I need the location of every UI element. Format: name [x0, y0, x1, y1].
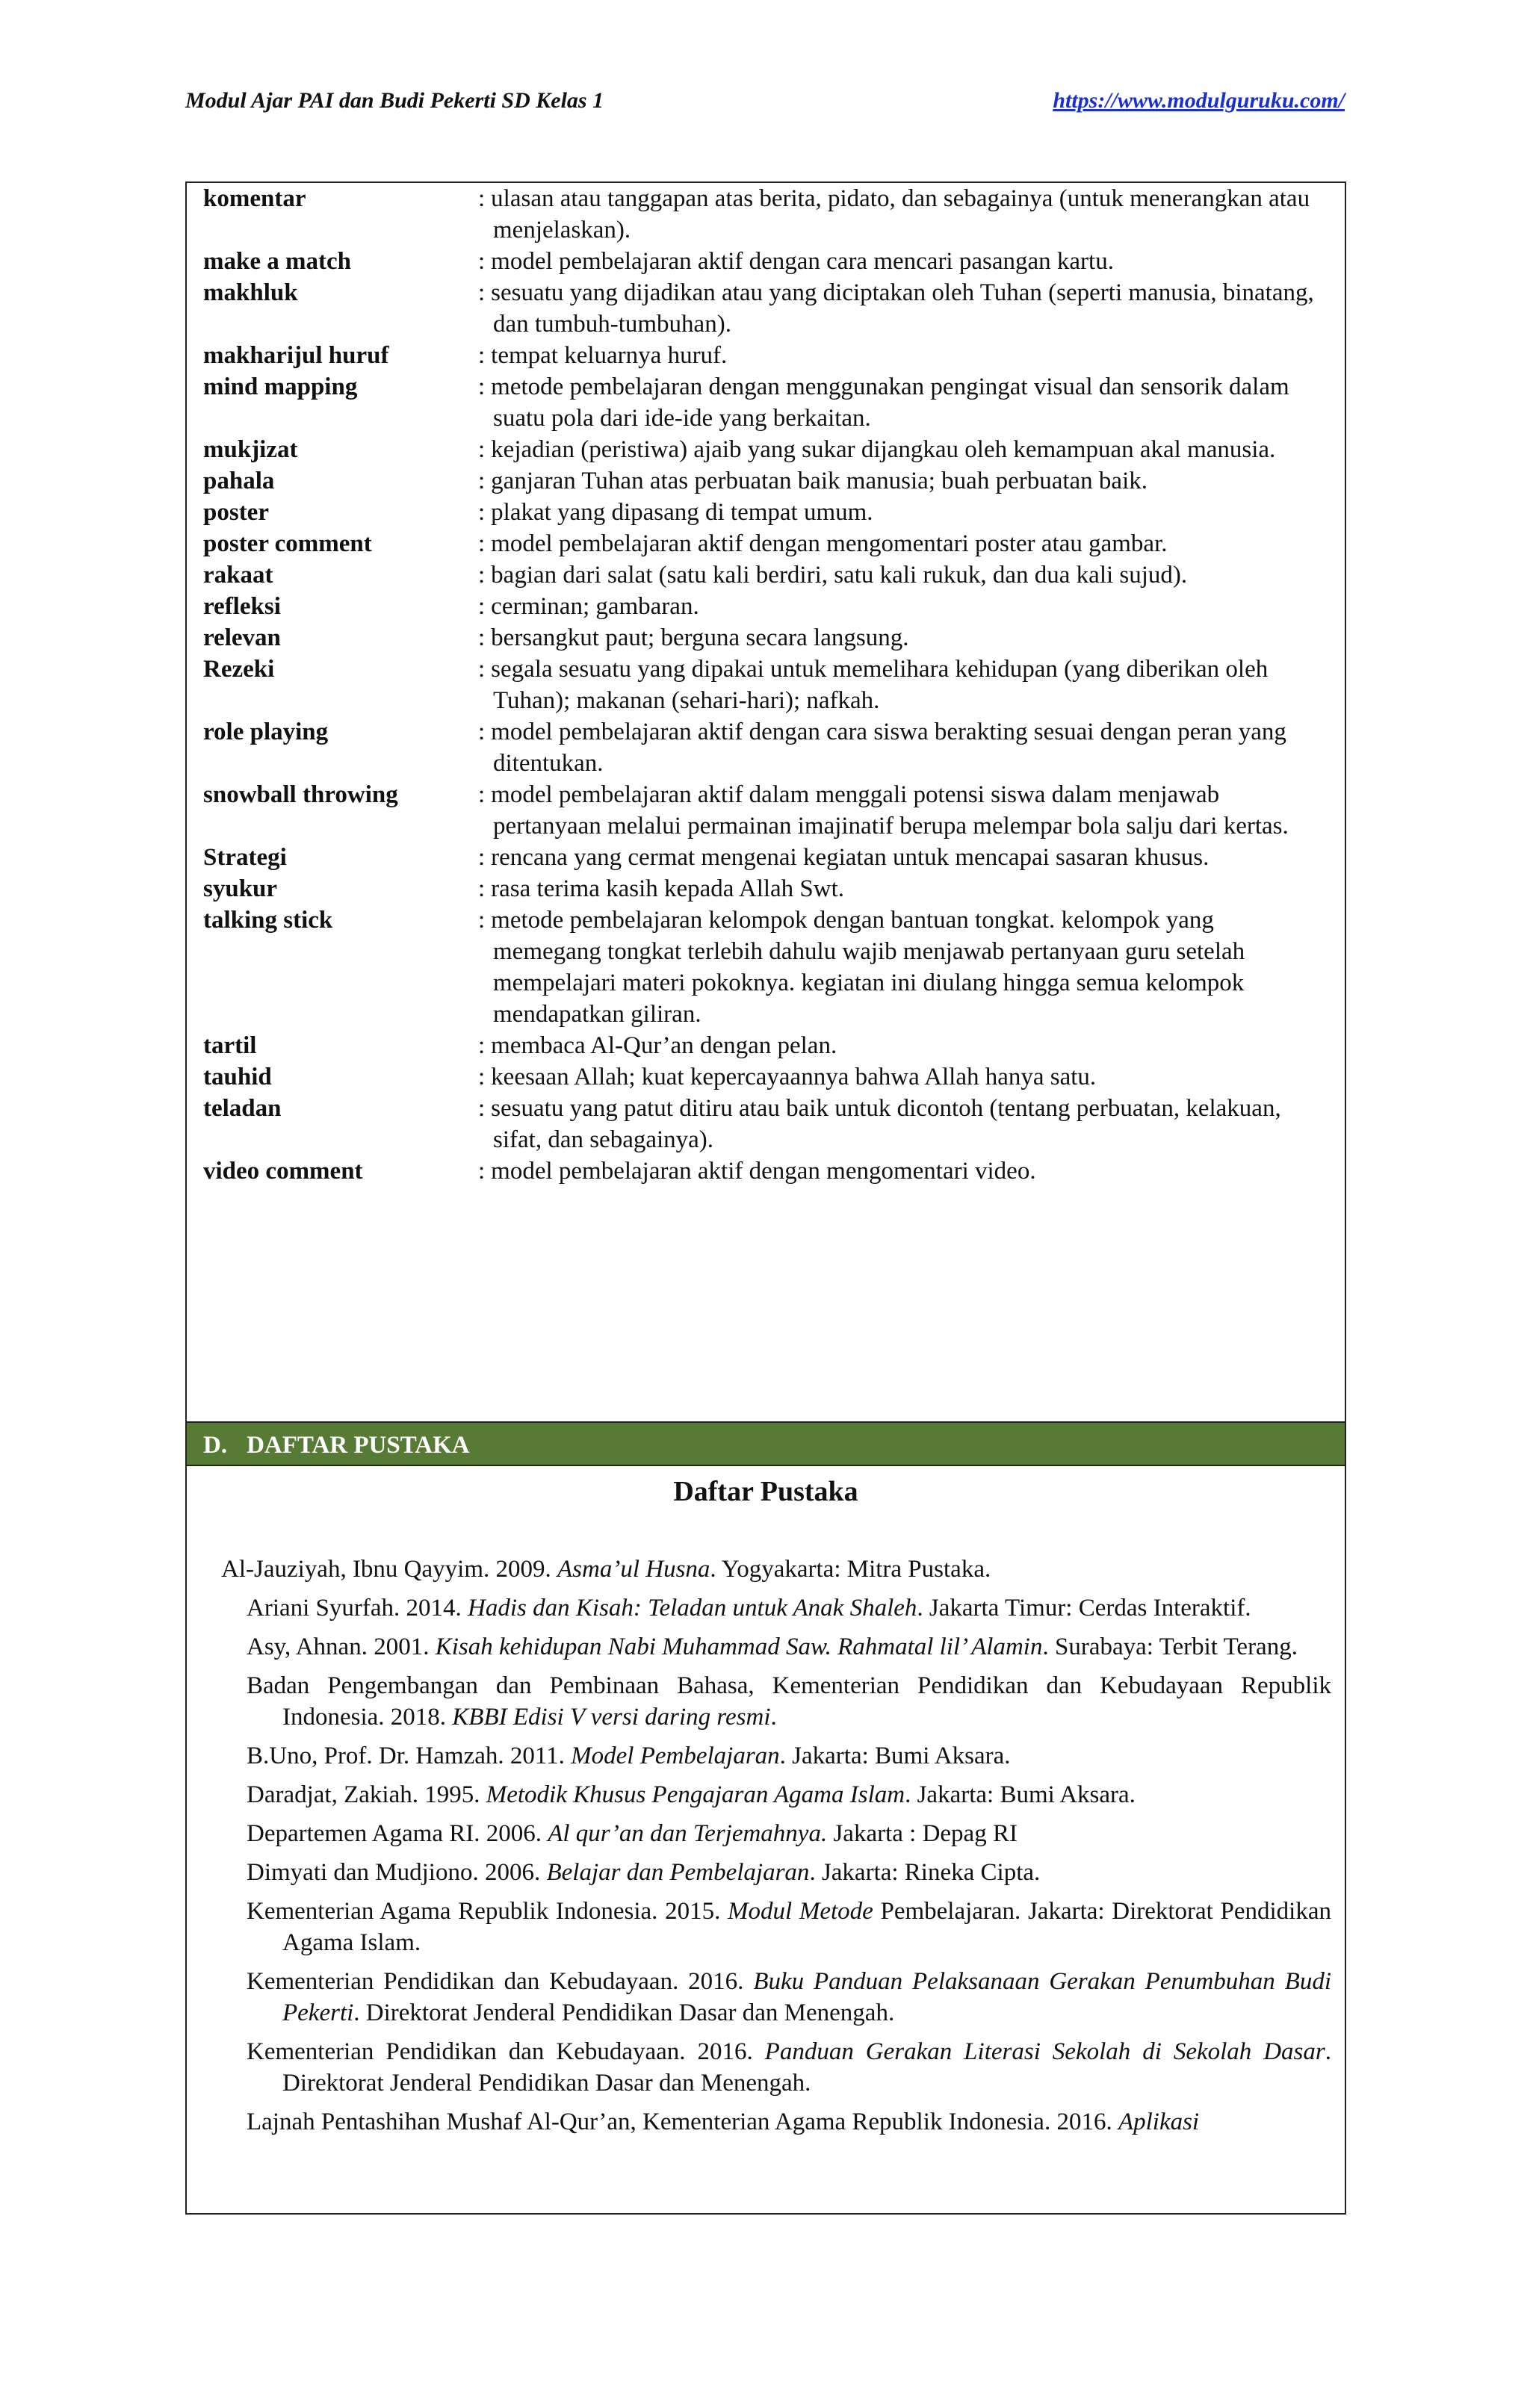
glossary-term: mind mapping [203, 373, 358, 400]
glossary-entry [187, 622, 1345, 654]
glossary-definition: : ganjaran Tuhan atas perbuatan baik manusia; buah perbuatan baik. [478, 468, 1148, 494]
section-header [187, 1421, 1345, 1466]
reference-title: Al qur’an dan Terjemahnya. [548, 1820, 828, 1847]
glossary-entry [187, 371, 1345, 434]
glossary-term: pahala [203, 468, 275, 494]
glossary-entry [187, 183, 1345, 246]
glossary-term: poster [203, 499, 269, 526]
reference-entry: Daradjat, Zakiah. 1995. Metodik Khusus Pengajaran Agama Islam. Jakarta: Bumi Aksara. [247, 1781, 1136, 1808]
reference-title: Belajar dan Pembelajaran [546, 1859, 810, 1886]
reference-title: Aplikasi [1118, 2108, 1200, 2135]
glossary-entry [187, 654, 1345, 716]
glossary-term: poster comment [203, 530, 372, 557]
reference-entry: Asy, Ahnan. 2001. Kisah kehidupan Nabi Muhammad Saw. Rahmatal lil’ Alamin. Surabaya: Terbit Terang. [247, 1633, 1298, 1660]
glossary-term: relevan [203, 624, 281, 651]
glossary-definition: : bersangkut paut; berguna secara langsung. [478, 624, 909, 651]
reference-entry: Kementerian Pendidikan dan Kebudayaan. 2016. Panduan Gerakan Literasi Sekolah di Sekolah Dasar. Direktorat Jenderal Pendidikan Dasar dan Menengah. [247, 2038, 1331, 2097]
glossary-definition: : model pembelajaran aktif dengan cara mencari pasangan kartu. [478, 248, 1114, 275]
glossary-entry [187, 340, 1345, 371]
reference-entry: Kementerian Pendidikan dan Kebudayaan. 2016. Buku Panduan Pelaksanaan Gerakan Penumbuhan Budi Pekerti. Direktorat Jenderal Pendidikan Dasar dan Menengah. [247, 1968, 1332, 2026]
glossary-definition: : model pembelajaran aktif dengan mengomentari poster atau gambar. [478, 530, 1168, 557]
glossary-definition: : tempat keluarnya huruf. [478, 342, 728, 369]
glossary-definition: : sesuatu yang dijadikan atau yang diciptakan oleh Tuhan (seperti manusia, binatang, dan tumbuh-tumbuhan). [478, 279, 1314, 338]
glossary-term: snowball throwing [203, 781, 398, 808]
reference-title: KBBI Edisi V versi daring resmi [452, 1704, 771, 1731]
reference-entry: B.Uno, Prof. Dr. Hamzah. 2011. Model Pembelajaran. Jakarta: Bumi Aksara. [247, 1743, 1011, 1769]
glossary-term: role playing [203, 719, 329, 745]
glossary-entry [187, 434, 1345, 465]
glossary-term: Rezeki [203, 656, 275, 683]
glossary-definition: : metode pembelajaran kelompok dengan bantuan tongkat. kelompok yang memegang tongkat terlebih dahulu wajib menjawab pertanyaan guru setelah mempelajari materi pokoknya. kegiatan ini diulang hingga semua kelompok mendapatkan giliran. [478, 907, 1245, 1028]
module-title: Modul Ajar PAI dan Budi Pekerti SD Kelas 1 [185, 88, 604, 113]
glossary-term: video comment [203, 1158, 363, 1185]
glossary-entry [187, 873, 1345, 904]
glossary-term: make a match [203, 248, 351, 275]
glossary-entry [187, 497, 1345, 528]
glossary-term: teladan [203, 1095, 282, 1122]
glossary-definition: : sesuatu yang patut ditiru atau baik untuk dicontoh (tentang perbuatan, kelakuan, sifat, dan sebagainya). [478, 1095, 1281, 1153]
glossary-definition: : keesaan Allah; kuat kepercayaannya bahwa Allah hanya satu. [478, 1064, 1097, 1090]
glossary-definition: : model pembelajaran aktif dengan cara siswa berakting sesuai dengan peran yang ditentukan. [478, 719, 1286, 777]
reference-title: Hadis dan Kisah: Teladan untuk Anak Shaleh [468, 1595, 917, 1622]
glossary-entry [187, 779, 1345, 842]
glossary-entry [187, 1061, 1345, 1093]
section-letter: D. [203, 1432, 228, 1459]
glossary-entry [187, 591, 1345, 622]
reference-title: Buku Panduan Pelaksanaan Gerakan Penumbuhan Budi Pekerti [282, 1968, 1332, 2026]
reference-entry: Lajnah Pentashihan Mushaf Al-Qur’an, Kementerian Agama Republik Indonesia. 2016. Aplikasi [247, 2108, 1200, 2135]
glossary-definition: : model pembelajaran aktif dalam menggali potensi siswa dalam menjawab pertanyaan melalui permainan imajinatif berupa melempar bola salju dari kertas. [478, 781, 1289, 840]
reference-title: Modul Metode [728, 1898, 873, 1925]
page-header [185, 88, 1345, 125]
glossary-definition: : kejadian (peristiwa) ajaib yang sukar dijangkau oleh kemampuan akal manusia. [478, 436, 1276, 463]
glossary-definition: : plakat yang dipasang di tempat umum. [478, 499, 873, 526]
glossary-entry [187, 465, 1345, 497]
glossary-entry [187, 246, 1345, 277]
glossary-term: Strategi [203, 844, 287, 871]
glossary-term: talking stick [203, 907, 333, 934]
glossary-term: makhluk [203, 279, 298, 306]
content-box [185, 181, 1346, 2215]
reference-title: Panduan Gerakan Literasi Sekolah di Sekolah Dasar [764, 2038, 1325, 2065]
glossary-term: rakaat [203, 562, 273, 589]
glossary-term: mukjizat [203, 436, 298, 463]
reference-entry: Dimyati dan Mudjiono. 2006. Belajar dan Pembelajaran. Jakarta: Rineka Cipta. [247, 1859, 1041, 1886]
glossary-definition: : cerminan; gambaran. [478, 593, 699, 620]
reference-title: Metodik Khusus Pengajaran Agama Islam [486, 1781, 905, 1808]
glossary-term: tartil [203, 1032, 257, 1059]
glossary-term: makharijul huruf [203, 342, 389, 369]
glossary-entry [187, 716, 1345, 779]
reference-title: Model Pembelajaran [571, 1743, 780, 1769]
glossary-definition: : ulasan atau tanggapan atas berita, pidato, dan sebagainya (untuk menerangkan atau menjelaskan). [478, 185, 1310, 243]
glossary-definition: : rencana yang cermat mengenai kegiatan untuk mencapai sasaran khusus. [478, 844, 1210, 871]
glossary-term: komentar [203, 185, 306, 212]
glossary-definition: : metode pembelajaran dengan menggunakan pengingat visual dan sensorik dalam suatu pola dari ide-ide yang berkaitan. [478, 373, 1289, 432]
glossary-definition: : segala sesuatu yang dipakai untuk memelihara kehidupan (yang diberikan oleh Tuhan); makanan (sehari-hari); nafkah. [478, 656, 1269, 714]
glossary-entry [187, 559, 1345, 591]
glossary-entry [187, 277, 1345, 340]
glossary-definition: : membaca Al-Qur’an dengan pelan. [478, 1032, 837, 1059]
glossary-list [187, 183, 1345, 1187]
glossary-entry [187, 1093, 1345, 1155]
reference-entry: Kementerian Agama Republik Indonesia. 2015. Modul Metode Pembelajaran. Jakarta: Direktorat Pendidikan Agama Islam. [247, 1898, 1331, 1956]
site-link[interactable]: https://www.modulguruku.com/ [1053, 88, 1345, 113]
glossary-definition: : model pembelajaran aktif dengan mengomentari video. [478, 1158, 1036, 1185]
reference-entry: Ariani Syurfah. 2014. Hadis dan Kisah: Teladan untuk Anak Shaleh. Jakarta Timur: Cerdas Interaktif. [247, 1595, 1251, 1622]
reference-entry: Al-Jauziyah, Ibnu Qayyim. 2009. Asma’ul Husna. Yogyakarta: Mitra Pustaka. [221, 1556, 991, 1583]
glossary-term: refleksi [203, 593, 281, 620]
references-list [187, 1554, 1345, 2145]
glossary-entry [187, 842, 1345, 873]
glossary-entry [187, 904, 1345, 1030]
glossary-term: tauhid [203, 1064, 272, 1090]
reference-entry: Departemen Agama RI. 2006. Al qur’an dan Terjemahnya. Jakarta : Depag RI [247, 1820, 1018, 1847]
glossary-definition: : bagian dari salat (satu kali berdiri, satu kali rukuk, dan dua kali sujud). [478, 562, 1188, 589]
glossary-entry [187, 528, 1345, 559]
glossary-term: syukur [203, 875, 278, 902]
glossary-entry [187, 1030, 1345, 1061]
references-heading: Daftar Pustaka [673, 1476, 858, 1507]
reference-title: Asma’ul Husna [557, 1556, 710, 1583]
section-title: DAFTAR PUSTAKA [247, 1432, 470, 1459]
reference-entry: Badan Pengembangan dan Pembinaan Bahasa, Kementerian Pendidikan dan Kebudayaan Republik Indonesia. 2018. KBBI Edisi V versi daring resmi. [247, 1672, 1331, 1731]
glossary-entry [187, 1155, 1345, 1187]
glossary-definition: : rasa terima kasih kepada Allah Swt. [478, 875, 845, 902]
reference-title: Kisah kehidupan Nabi Muhammad Saw. Rahmatal lil’ Alamin [435, 1633, 1043, 1660]
